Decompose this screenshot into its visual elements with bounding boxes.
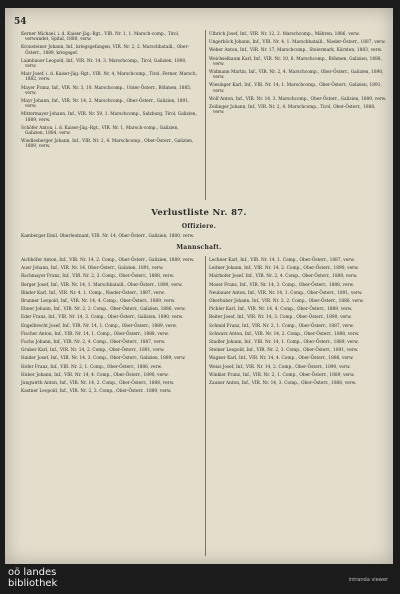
list-entry: Binder Karl, Inf., VIR. Nr. 4, 1. Comp., Nieder-Österr., 1887, verw. (21, 290, 165, 296)
list-entry: Ungerböck Johann, Inf., VIR. Nr. 4, 1. Marschbataill., Nieder-Österr., 1887, verw. (209, 40, 386, 46)
column-divider-top (205, 30, 206, 200)
list-entry: Mayr Johann, Inf., VIR. Nr. 14, 2. Marschcomp., Ober-Österr., Galizien, 1891, verw. (21, 99, 190, 110)
officer-entry: Kamberger Emil, Oberleutnant, VIR. Nr. 14, Ober-Österr., Galizien, 1880, verw. (21, 234, 195, 239)
logo-line-2: bibliothek (8, 578, 58, 589)
list-entry: Stadler Johann, Inf., VIR. Nr. 14, 1. Comp., Ober-Österr., 1889, verw. (209, 340, 359, 346)
list-entry: Jungwirth Anton, Inf., VIR. Nr. 14, 2. Comp., Ober-Österr., 1888, verw. (21, 381, 175, 387)
officers-heading: Offiziere. (181, 223, 217, 230)
list-entry: Auer Johann, Inf., VIR. Nr. 14, Ober-Österr., Galizien, 1891, verw. (21, 266, 164, 272)
document-page (5, 8, 393, 564)
list-entry: Hofer Franz, Inf., VIR. Nr. 2, 1. Comp., Ober-Österr., 1886, verw. (21, 364, 163, 370)
list-entry: Wagner Karl, Inf., VIR. Nr. 14, 4. Comp., Ober-Österr., 1886, verw. (209, 356, 354, 362)
list-entry: Mair Josef, i. d. Kaiser-Jäg.-Rgt., VIR. Nr. 4, Marschcomp., Tirol, Ferner, Marsch, 1882, verw. (21, 72, 197, 83)
list-entry: Weber Anton, Inf., VIR. Nr. 17, Marschcomp., Steiermark, Kärnten, 1883, verw. (209, 48, 383, 54)
list-entry: Laimbauer Leopold, Inf., VIR. Nr. 14, 3. Marschcomp., Tirol, Galizien, 1890, verw. (21, 58, 187, 70)
list-entry: Neubauer Anton, Inf., VIR. Nr. 14, 1. Comp., Ober-Österr., 1891, verw. (209, 290, 363, 296)
list-entry: Mairhofer Josef, Inf., VIR. Nr. 2, 4. Comp., Ober-Österr., 1889, verw. (209, 274, 358, 280)
logo-line-1: oö landes (8, 567, 57, 578)
list-entry: Weiss Josef, Inf., VIR. Nr. 14, 2. Comp., Ober-Österr., 1890, verw. (209, 364, 351, 370)
list-entry: Ebner Johann, Inf., VIR. Nr. 2, 2. Comp., Ober-Österr., Galizien, 1886, verw. (21, 307, 186, 313)
list-entry: Lechner Karl, Inf., VIR. Nr. 14, 1. Comp., Ober-Österr., 1887, verw. (209, 258, 355, 263)
list-entry: Zauner Anton, Inf., VIR. Nr. 14, 3. Comp., Ober-Österr., 1888, verw. (209, 381, 357, 387)
viewer-label: intranda viewer (348, 577, 388, 583)
list-entry: Wiedlesberger Johann, Inf., VIR. Nr. 2, 4. Marschcomp., Ober-Österr., Galizien, 1889, verw. (21, 139, 194, 150)
library-logo[interactable] (8, 567, 57, 589)
list-entry: Zeilinger Johann, Inf., VIR. Nr. 2, 4. Marschcomp., Tirol, Ober-Österr., 1888, verw. (209, 105, 376, 116)
list-entry: Mayer Franz, Inf., VIR. Nr. 3, 10. Marschcomp., Unter-Österr., Böhmen, 1885, verw. (21, 85, 192, 96)
list-entry: Engelbrecht Josef, Inf., VIR. Nr. 14, 1. Comp., Ober-Österr., 1889, verw. (21, 323, 177, 329)
men-heading: Mannschaft. (176, 244, 222, 251)
list-entry: Moser Franz, Inf., VIR. Nr. 14, 3. Comp., Ober-Österr., 1888, verw. (209, 282, 355, 288)
list-entry: Kerner Michael, i. d. Kaiser-Jäg.-Rgt., VIR. Nr. 1, 1. Marsch-comp., Tirol, verwundet, Spital, 1880, verw. (21, 32, 180, 43)
list-entry: Fuchs Johann, Inf., VIR. Nr. 2, 4. Comp., Ober-Österr., 1887, verw. (21, 340, 166, 346)
list-entry: Mittermayer Johann, Inf., VIR. Nr. 59, 1. Marschcomp., Salzburg, Tirol, Galizien, 1889, verw. (21, 112, 197, 123)
list-entry: Brunner Leopold, Inf., VIR. Nr. 14, 4. Comp., Ober-Österr., 1889, verw. (21, 299, 176, 305)
list-entry: Wiesinger Karl, Inf., VIR. Nr. 14, 1. Marschcomp., Ober-Österr., Galizien, 1891, verw. (209, 83, 382, 94)
list-entry: Ulbrich Josef, Inf., VIR. Nr. 12, 2. Marschcomp., Mähren, 1886, verw. (209, 32, 360, 37)
list-entry: Wolf Anton, Inf., VIR. Nr. 14, 3. Marschcomp., Ober-Österr., Galizien, 1889, verw. (209, 96, 387, 102)
list-entry: Pichler Karl, Inf., VIR. Nr. 14, 4. Comp., Ober-Österr., 1889, verw. (209, 307, 353, 313)
list-entry: Gruber Karl, Inf., VIR. Nr. 14, 2. Comp., Ober-Österr., 1891, verw. (21, 348, 165, 354)
list-entry: Leitner Johann, Inf., VIR. Nr. 14, 2. Comp., Ober-Österr., 1890, verw. (209, 266, 359, 272)
list-entry: Aichhöfer Anton, Inf., VIR. Nr. 14, 2. Comp., Ober-Österr., Galizien, 1889, verw. (21, 258, 195, 263)
list-entry: Weichselbaum Karl, Inf., VIR. Nr. 10, 6. Marschcomp., Böhmen, Galizien, 1888, verw. (209, 56, 382, 67)
list-entry: Berger Josef, Inf., VIR. Nr. 14, 1. Marschbataill., Ober-Österr., 1890, verw. (21, 282, 183, 288)
top-right-column (209, 32, 387, 118)
column-divider-bottom (205, 256, 206, 556)
top-left-column (21, 32, 199, 153)
list-entry: Oberhuber Johann, Inf., VIR. Nr. 2, 2. Comp., Ober-Österr., 1886, verw. (209, 299, 364, 305)
list-entry: Eder Franz, Inf., VIR. Nr. 14, 3. Comp., Ober-Österr., Galizien, 1890, verw. (21, 315, 184, 321)
list-entry: Haider Josef, Inf., VIR. Nr. 14, 3. Comp., Ober-Österr., Galizien, 1889, verw. (21, 356, 186, 362)
list-entry: Fischer Anton, Inf., VIR. Nr. 14, 1. Comp., Ober-Österr., 1888, verw. (21, 331, 169, 337)
list-title: Verlustliste Nr. 87. (151, 208, 247, 218)
list-entry: Reiter Josef, Inf., VIR. Nr. 14, 3. Comp., Ober-Österr., 1890, verw. (209, 315, 352, 321)
bottom-left-column (21, 258, 199, 397)
list-entry: Schöfer Anton, i. d. Kaiser-Jäg.-Rgt., VIR. Nr. 1, Marsch-comp., Galizien, Galizien, 1884, verw. (21, 125, 179, 137)
list-entry: Schwarz Anton, Inf., VIR. Nr. 14, 2. Comp., Ober-Österr., 1888, verw. (209, 331, 360, 337)
list-entry: Widmann Martin, Inf., VIR. Nr. 2, 4. Marschcomp., Ober-Österr., Galizien, 1890, verw. (209, 70, 384, 81)
list-entry: Kastner Leopold, Inf., VIR. Nr. 2, 3. Comp., Ober-Österr., 1889, verw. (21, 389, 172, 395)
list-entry: Kronsteiner Johann, Inf., kriegsgefangen, VIR. Nr. 2, 2. Marschbataill., Ober-Österr., 1889, kriegsgef. (21, 45, 189, 56)
list-entry: Bachmayer Franz, Inf., VIR. Nr. 2, 3. Comp., Ober-Österr., 1888, verw. (21, 274, 175, 280)
viewer-footer (0, 566, 400, 594)
list-entry: Huber Johann, Inf., VIR. Nr. 14, 4. Comp., Ober-Österr., 1890, verw. (21, 372, 169, 378)
page-number: 54 (14, 17, 27, 27)
bottom-right-column (209, 258, 387, 389)
list-entry: Schmid Franz, Inf., VIR. Nr. 2, 1. Comp., Ober-Österr., 1887, verw. (209, 323, 354, 329)
list-entry: Winkler Franz, Inf., VIR. Nr. 2, 1. Comp., Ober-Österr., 1889, verw. (209, 372, 355, 378)
list-entry: Steiner Leopold, Inf., VIR. Nr. 2, 3. Comp., Ober-Österr., 1891, verw. (209, 348, 359, 354)
